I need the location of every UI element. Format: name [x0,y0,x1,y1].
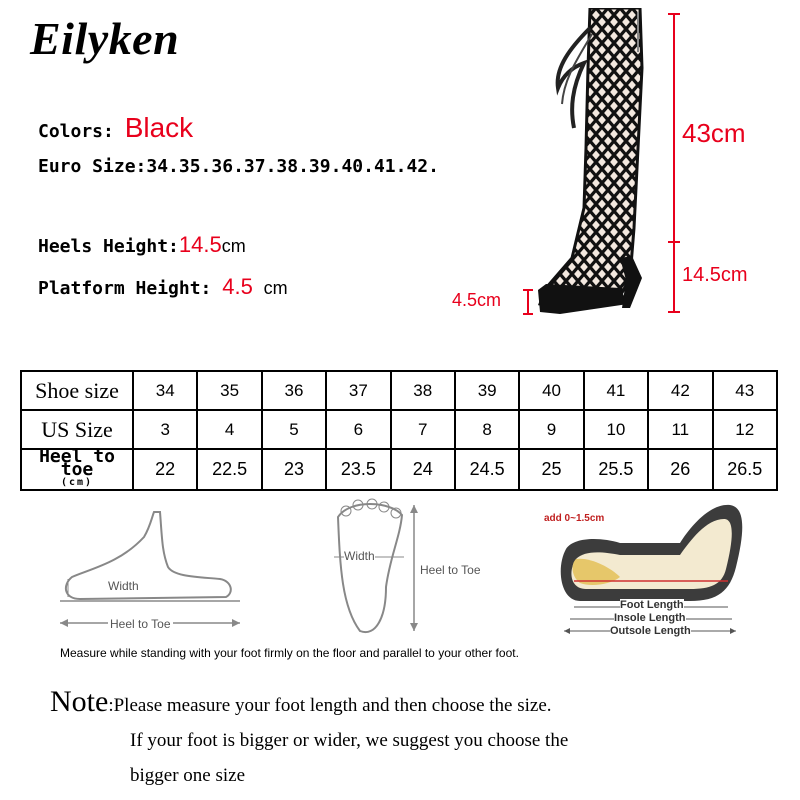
top-width-label: Width [344,549,375,563]
dimension-markers [0,0,800,340]
heel-to-toe-row [21,449,777,490]
table-cell: 8 [455,410,519,449]
brand-logo: Eilyken [30,13,180,64]
table-cell: 6 [326,410,390,449]
table-cell: 12 [713,410,777,449]
table-cell: 25 [519,449,583,490]
top-length-label: Heel to Toe [420,563,481,577]
table-cell: 9 [519,410,583,449]
heel-height-value: 14.5 [178,232,222,257]
note-label: Note [50,685,109,718]
top-foot-diagram [320,497,510,637]
table-cell: 7 [391,410,455,449]
shoe-size-row [21,371,777,410]
note-line-3: bigger one size [130,765,246,786]
measure-caption: Measure while standing with your foot firmly on the floor and parallel to your other foot. [60,646,519,660]
colors-label: Colors: [38,121,114,142]
table-cell: 22.5 [197,449,261,490]
table-cell: 23.5 [326,449,390,490]
note-line-2: If your foot is bigger or wider, we suggest you choose the [130,730,569,751]
table-cell: 34 [133,371,197,410]
euro-size-value: 34.35.36.37.38.39.40.41.42. [146,156,439,177]
table-cell: 26 [648,449,712,490]
table-cell: 22 [133,449,197,490]
side-length-label: Heel to Toe [110,617,171,631]
table-cell: 26.5 [713,449,777,490]
table-cell: 23 [262,449,326,490]
table-cell: 43 [713,371,777,410]
row-label [21,446,133,490]
colors-value: Black [124,112,194,143]
table-cell: 40 [519,371,583,410]
note-block [50,684,568,793]
heel-height-label: Heels Height: [38,236,179,257]
row-label: Shoe size [21,371,133,410]
platform-dim-label: 4.5cm [452,290,502,310]
heel-height-unit: cm [221,236,246,256]
platform-height-unit: cm [263,278,288,298]
outsole-length-label: Outsole Length [610,625,691,637]
insole-length-label: Insole Length [614,612,686,624]
row-label-main: Heel to toe [39,446,115,480]
table-cell: 38 [391,371,455,410]
side-foot-diagram [50,497,250,637]
table-cell: 10 [584,410,648,449]
platform-height-label: Platform Height: [38,278,212,299]
table-cell: 42 [648,371,712,410]
table-cell: 36 [262,371,326,410]
table-cell: 41 [584,371,648,410]
table-cell: 24.5 [455,449,519,490]
table-cell: 11 [648,410,712,449]
us-size-row [21,410,777,449]
insole-diagram [540,497,760,642]
platform-height-value: 4.5 [222,274,253,299]
size-chart-table [20,370,778,491]
table-cell: 39 [455,371,519,410]
table-cell: 25.5 [584,449,648,490]
side-width-label: Width [108,579,139,593]
row-label: US Size [21,410,133,449]
euro-size-label: Euro Size: [38,156,147,177]
table-cell: 35 [197,371,261,410]
add-note-label: add 0~1.5cm [544,513,605,524]
table-cell: 4 [197,410,261,449]
table-cell: 3 [133,410,197,449]
row-label-unit: (cm) [60,477,94,488]
table-cell: 37 [326,371,390,410]
foot-length-label: Foot Length [620,599,684,611]
table-cell: 24 [391,449,455,490]
shaft-height-label: 43cm [682,118,746,148]
note-line-1: :Please measure your foot length and then choose the size. [108,695,552,716]
table-cell: 5 [262,410,326,449]
heel-dim-label: 14.5cm [682,264,748,286]
